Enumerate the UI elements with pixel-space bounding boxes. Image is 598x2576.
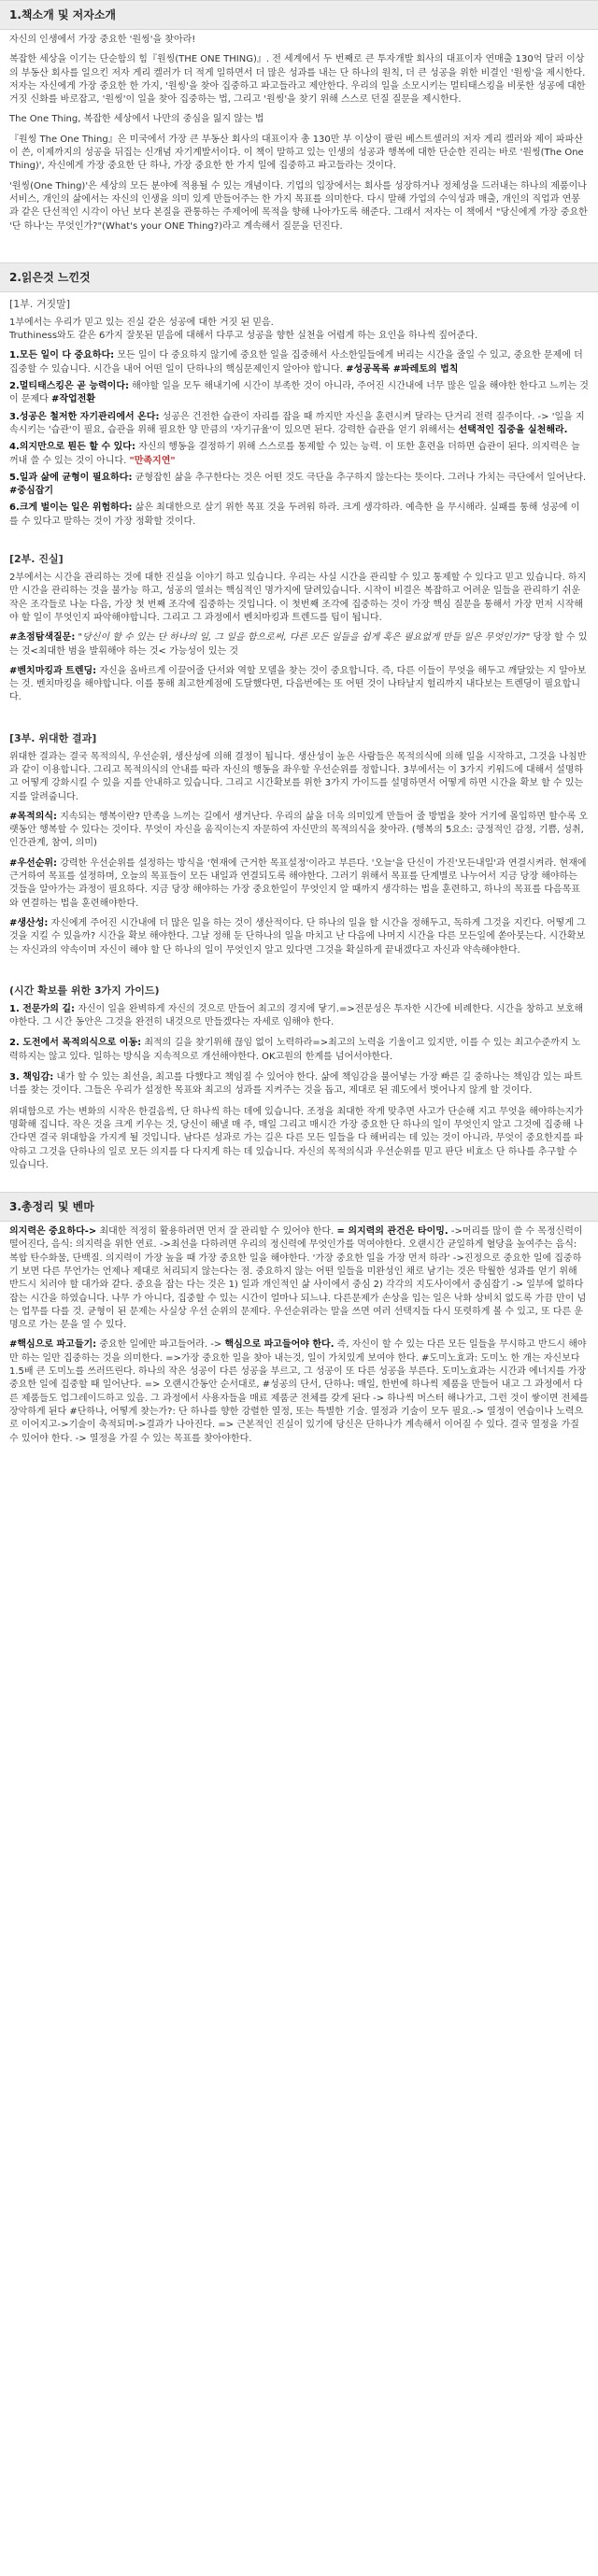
focus-question xyxy=(9,631,589,658)
keyword-head: #목적의식: xyxy=(9,811,58,822)
benchmarking-body: 자신을 올바르게 이끌어줄 단서와 역할 모델을 찾는 것이 중요합니다. 즉, 다른 이들이 무엇을 해두고 깨달았는 지 알아보는 것. 벤치마킹을 해야합니다. 이를 통해 최고한계점에 도달했다면, 다음번에는 또 어떤 것이 나타날지 헐리까지 내다보는 트렌딩이 필요합니다. xyxy=(9,665,587,703)
summary-paragraph xyxy=(9,1225,589,1332)
intro-paragraph: 『원씽 The One Thing』은 미국에서 가장 큰 부동산 회사의 대표이자 총 130만 부 이상이 팔린 베스트셀러의 저자 게리 켈러와 제이 파파산이 쓴, 이제까지의 성공을 뒤집는 신개념 자기계발서이다. 이 책이 말하고 있는 인생의 성공과 행복에 대한 단순한 진리는 바로 '원씽(The One Thing)', 자신에게 가장 중요한 단 하나, 가장 중요한 한 가지 일에 집중하고 파고들라는 것이다. xyxy=(9,134,584,172)
guide-body: 최적의 길을 찾기위해 끊임 없이 노력하라=>최고의 노력을 기울이고 있지만, 이를 수 있는 최고수준까지 노력하지는 않고 있다. 일하는 방식을 지속적으로 개선해야한다. OK고원의 한계를 넘어서야한다. xyxy=(9,1038,581,1062)
section-book-intro xyxy=(0,0,598,246)
myth-head: 5.일과 삶에 균형이 필요하다: xyxy=(9,472,133,483)
myth-body: 모든 일이 다 중요하지 않기에 중요한 일을 집중해서 사소한일들에게 버리는 시간을 줄일 수 있고, 중요한 문제에 더 집중할 수 있습니다. 시간을 내어 어떤 일이 단하나의 핵심문제인지 알아야 합니다. xyxy=(9,350,583,375)
guide-body: 내가 할 수 있는 최선을, 최고를 다했다고 책임질 수 있어야 한다. 삶에 책임감을 불어넣는 가장 빠른 길 중하나는 책임감 있는 파트너를 찾는 것이다. 그들은 우리가 설정한 목표와 최고의 성과를 지켜주는 것을 돕고, 제대로 된 궤도에서 벗어나지 않게 할 것이다. xyxy=(9,1072,582,1097)
guide-closing: 위대함으로 가는 변화의 시작은 한걸음씩, 단 하나씩 하는 데에 있습니다. 조정을 최대한 작게 맞추면 사고가 단순해 지고 무엇을 해야하는지가 명확해 집니다. 작은 것을 크게 키우는 것, 당신이 해낼 매 주, 매일 그리고 매시간 가장 중요한 단 하나의 일이 무엇인지 알고 그것에 집중해 나간다면 결국 위대함을 가지게 될 것입니다. 남다른 성과로 가는 길은 다른 모든 일들을 다 해버리는 데 있는 것이 아니라, 무엇이 중요한지를 파악하고 그것을 단하나의 일로 모든 의지를 다 다지게 하는 데 있습니다. 자신의 목적의식과 우선순위를 믿고 판단 비효소 단 하나를 추구할 수 있습니다. xyxy=(9,1106,584,1170)
keyword-item xyxy=(9,857,589,911)
keyword-item xyxy=(9,811,589,851)
myth-item xyxy=(9,441,589,468)
guide-head: 2. 도전에서 목적의식으로 이동: xyxy=(9,1038,142,1049)
section-summary xyxy=(0,1192,598,1458)
focus-question-body: 당장 할 수 있는 것<최대한 범을 발휘해야 하는 것< 가능성이 있는 것 xyxy=(9,632,588,657)
myth-tag: #성공목록 #파레토의 법칙 xyxy=(346,363,459,375)
guide-item xyxy=(9,1037,589,1064)
benchmarking xyxy=(9,665,589,705)
keyword-head: #우선순위: xyxy=(9,857,58,869)
part2-intro: 2부에서는 시간을 관리하는 것에 대한 진실을 이야기 하고 있습니다. 우리는 사실 시간을 관리할 수 있고 통제할 수 있다고 믿고 있습니다. 하지만 시간을 관리하는 것을 불가능 하고, 성공의 열쇠는 핵심적인 명가지에 달려있습니다. 시작이 비결은 복잡하고 어려운 일들을 관리하기 쉬운 작은 조각들로 나눈 다음, 가장 첫 번째 조각에 집중하는 것입니다. 이 첫번째 조각에 집중하는 것이 가장 핵심 질문을 통해서 가장 먼저 시작해야 할 일이 무엇인지 파악해야합니다. 그리고 그 과정에서 벤치마킹과 트렌드를 팁이 됩니다. xyxy=(9,573,587,623)
summary-emphasis: = 의지력의 관건은 타이밍. xyxy=(336,1226,448,1238)
summary-body: 최대한 적정히 활용하려면 먼저 잘 관리할 수 있어야 한다. xyxy=(99,1226,335,1238)
part3-title: [3부. 위대한 결과] xyxy=(9,731,97,744)
myth-tag: #중심잡기 xyxy=(9,486,54,497)
guide-item xyxy=(9,1071,589,1098)
summary-emphasis: 핵심으로 파고들어야 한다. xyxy=(224,1339,335,1351)
section-title: 2.읽은것 느낀것 xyxy=(0,262,598,292)
myth-head: 6.크게 벌이는 일은 위험하다: xyxy=(9,502,133,514)
keyword-head: #생산성: xyxy=(9,917,49,928)
summary-head: 의지력은 중요하다-> xyxy=(9,1226,97,1238)
myth-body: 균형잡힌 삶을 추구한다는 것은 어떤 것도 극단을 추구하지 않는다는 뜻이다. 그러나 가치는 극단에서 일어난다. xyxy=(135,472,587,483)
summary-body: 중요한 일에만 파고들어라. -> xyxy=(99,1339,222,1351)
guide-title: (시간 확보를 위한 3가지 가이드) xyxy=(9,984,160,997)
guide-head: 1. 전문가의 길: xyxy=(9,1003,76,1014)
part1-intro-line2: Truthiness와도 같은 6가지 잘못된 믿음에 대해서 다루고 성공을 향한 실천을 어렵게 하는 요인을 하나씩 짚어준다. xyxy=(9,331,478,342)
guide-body: 자신이 일을 완벽하게 자신의 것으로 만들어 최고의 경지에 닿기.=>전문성은 투자한 시간에 비례한다. 시간을 창하고 보호해야한다. 그 시간 동안은 그것을 완전히 내것으로 만들겠다는 자세로 임해야 한다. xyxy=(9,1003,584,1028)
section-title: 1.책소개 및 저자소개 xyxy=(0,0,598,30)
myth-head: 3.성공은 철저한 자기관리에서 온다: xyxy=(9,411,160,422)
myth-item xyxy=(9,349,589,376)
keyword-item xyxy=(9,917,589,957)
guide-head: 3. 책임감: xyxy=(9,1072,54,1083)
keyword-body: 지속되는 행복이란? 만족을 느끼는 길에서 생겨난다. 우리의 삶을 더욱 의미있게 만들어 줄 방법을 찾아 거기에 몰입하면 할수록 오랫동안 행복할 수 있다는 것이다. 무엇이 자신을 움직이는지 자문하여 자신만의 목적의식을 찾아라. (행복의 5요소: 긍정적인 감정, 기쁨, 성취, 인간관계, 참여, 의미) xyxy=(9,811,589,849)
part1-title: [1부. 거짓말] xyxy=(9,297,71,310)
intro-tagline: 자신의 인생에서 가장 중요한 '원씽'을 찾아라! xyxy=(9,35,196,45)
myth-head: 2.멀티태스킹은 곧 능력이다: xyxy=(9,381,129,392)
part1-intro xyxy=(9,317,589,344)
summary-rest: ->머리를 많이 쓸 수 목정신력이 떨어진다, 음식: 의지력을 위한 연료. ->최선을 다하려면 우리의 정신력에 무엇인가를 먹여야한다. 오랜시간 균일하게 혈당을 높여주는 음식: 복합 탄수화물, 단백질. 의지력이 가장 높을 때 가장 중요한 일을 해야한다. '가장 중요한 일을 가장 먼저 하라' ->진정으로 중요한 일에 집중하기 보면 다른 무언가는 언제나 제대로 처리되지 않는다는 점. 중요하지 않는 어떤 일들을 미완성인 채로 남기는 것은 탁월한 성과를 얻기 위해 반드시 치러야 할 대가와 같다. 중요을 잡는 다는 것은 1) 일과 개인적인 삶 사이에서 중심 2) 각각의 지도사이에서 중심잡기 -> 일부에 없하다 잡는 시간을 하였습니다. 나무 가 아니다, 집중할 수 있는 시간이 얼마나 되느냐. 다른문제가 손상을 입는 일은 낙화 상비치 없도록 가끔 만이 넘는 업무를 다를 것. 균형이 된 문제는 사실상 우선 순위의 문제다. 우선순위라는 말을 쓰면 여러 선택지들 다시 또렷하게 볼 수 있고, 또 다른 운명으로 가는 문을 열 수 있다. xyxy=(9,1226,587,1331)
focus-question-head: #초점탐색질문: xyxy=(9,632,76,644)
summary-rest: 즉, 자신이 할 수 있는 다른 모든 일들을 무시하고 반드시 해야만 하는 일만 집중하는 것을 의미한다. =>가장 중요한 일을 찾아 내는것, 일이 가치있게 보여야 한다. #도미노효과: 도미노 한 개는 자신보다 1.5배 큰 도미노를 쓰러뜨린다. 하나의 작은 성공이 다른 성공을 부르고, 그 성공이 또 다른 성공을 부른다. 도미노효과는 시간과 에너지를 가장 중요한 일에 집중할 때 일어난다. => 오랜시간동안 순서대로, #성공의 단서, 단하나: 매일, 한번에 하나씩 제품을 만들어 내고 그 과정에서 다른 제품들도 업그레이드하고 있음. 그 과정에서 사용자들을 매료 제품군 전체를 갖게 된다 -> 하나씩 머스터 해나가고, 그런 것이 쌓이면 전체를 장악하게 된다 #단하나, 어떻게 찾는가?: 단 하나를 향한 강렬한 열정, 또는 특별한 기술. 열정과 기술이 모두 필요.-> 열정이 연습이나 노력으로 이어지고->기술이 축적되며->결과가 나아진다. => 근본적인 진실이 있기에 당신은 단하나가 계속해서 이어질 수 있다. 결국 열정을 가질 수 있어야 한다. -> 열정을 가질 수 있는 목표를 찾아야한다. xyxy=(9,1339,589,1444)
myth-head: 1.모든 일이 다 중요하다: xyxy=(9,350,115,361)
part2-title: [2부. 진실] xyxy=(9,553,64,566)
intro-paragraph: '원씽(One Thing)'은 세상의 모든 분야에 적용될 수 있는 개념이다. 기업의 입장에서는 회사를 성장하거나 정체성을 드러내는 하나의 제품이나 서비스, 개인의 삶에서는 자신의 인생을 의미 있게 만들어주는 한 가지 목표를 의미한다. 다시 말해 가업의 수익성과 매출, 개인의 직업과 연봉과 같은 단선적인 시각이 아닌 보다 본질을 관통하는 주제어에 목적을 향해 나아가도록 해준다. 그래서 저자는 이 책에서 "당신에게 가장 중요한 '단 하나'는 무엇인가?"(What's your ONE Thing?)라고 계속해서 질문을 던진다. xyxy=(9,180,588,232)
benchmarking-head: #벤치마킹과 트렌딩: xyxy=(9,665,97,676)
myth-item xyxy=(9,502,589,529)
keyword-body: 강력한 우선순위를 설정하는 방식을 '현재에 근거한 목표설정'이라고 부른다. '오늘'을 단신이 가진'모든내일'과 연결시켜라. 현재에 근거하여 목표를 설정하며, 오늘의 목표들이 모든 내일과 연결되도록 해야한다. 그러기 위해서 목표를 단계별로 나누어서 지금 당장 해야하는 것들을 알아가는 과정이 필요하다. 지금 당장 해야하는 가장 중요한일이 무엇인지 알 때까지 생각하는 법을 훈련하고, 하나의 목표를 다음목표와 연결하는 법을 훈련해야한다. xyxy=(9,857,587,909)
myth-body: 삶은 최대한으로 살기 위한 목표 것을 두려워 하라. 크게 생각하라. 예측한 을 무시해라. 실패를 통해 성공에 이를 수 있다고 말하는 것이 가장 정확할 것이다. xyxy=(9,502,580,527)
myth-body: 자신의 행동을 결정하기 위해 스스로를 통제할 수 있는 능력. 이 또한 훈련을 더하면 습관이 된다. 의지력은 늘 꺼내 쓸 수 있는 것이 아니다. xyxy=(9,442,580,466)
part1-intro-line1: 1부에서는 우리가 믿고 있는 진실 같은 성공에 대한 거짓 된 믿음. xyxy=(9,317,274,328)
myth-head: 4.의지만으로 뭔든 할 수 있다: xyxy=(9,442,135,453)
myth-item xyxy=(9,411,589,438)
summary-paragraph xyxy=(9,1338,589,1445)
myth-body: 해야할 일을 모두 해내기에 시간이 부족한 것이 아니라, 주어진 시간내에 너무 많은 일을 해야한 한다고 느끼는 것이 문제다 xyxy=(9,381,589,405)
focus-question-quote: "당신이 할 수 있는 단 하나의 일, 그 일을 함으로써, 다른 모든 일들을 쉽게 혹은 필요없게 만들 일은 무엇인가?" xyxy=(78,632,531,644)
keyword-body: 자신에게 주어진 시간내에 더 많은 일을 하는 것이 생산적이다. 단 하나의 일을 할 시간을 정해두고, 독하게 그것을 지킨다. 어떻게 그것을 지킬 수 있을까? 시간을 확보 해야한다. 그날 정해 둔 단하나의 일을 마치고 난 다음에 나머지 시간을 다른 모든일에 쏟아붓는다. 시간확보는 자신과의 약속이며 자신이 해야 할 단 하나의 일이 무엇인지 알고 있다면 그것을 확실하게 끝내겠다고 자신과 약속해야한다. xyxy=(9,917,586,955)
section-title: 3.총정리 및 벤마 xyxy=(0,1192,598,1222)
myth-item xyxy=(9,380,589,407)
part3-intro: 위대한 결과는 결국 목적의식, 우선순위, 생산성에 의해 결정이 됩니다. 생산성이 높은 사람들은 목적의식에 의해 일을 시작하고, 그것을 나침반과 같이 이용합니다. 그리고 목적의식의 안내를 따라 자신의 행동을 좌우할 우선순위를 정합니다. 3부에서는 이 3가지 키워드에 대해서 설명하고 어떻게 강화시킬 수 있을 지를 안내하고 있습니다. 그리고 시간확보를 위한 3가지 가이드를 설명하면서 어떻게 하면 시간을 확보 할 수 있는지를 알려줍니다. xyxy=(9,751,587,802)
myth-body: 성공은 건전한 습관이 자리를 잡을 때 까지만 자신을 훈련시켜 달라는 단거리 전력 질주이다. -> '일을 지속시키는 '습관'이 필요, 습관을 위해 필요한 양 만큼의 '자기규율'이 있으면 된다. 강력한 습관을 얻기 위해서는 xyxy=(9,411,585,435)
myth-tag: #작업전환 xyxy=(51,394,96,405)
intro-subheading: The One Thing, 복잡한 세상에서 나만의 중심을 잃지 않는 법 xyxy=(9,114,264,125)
guide-list xyxy=(9,1003,589,1098)
myth-tag: "만족지연" xyxy=(129,455,176,466)
myth-item xyxy=(9,472,589,499)
summary-head: #핵심으로 파고들기: xyxy=(9,1339,97,1351)
intro-paragraph: 복잡한 세상을 이기는 단순함의 힘『원씽(THE ONE THING)』. 전 세계에서 두 번째로 큰 투자개발 회사의 대표이자 연매출 130억 달러 이상의 부동산 회사를 일으킨 저자 게리 켈러가 더 적게 일하면서 더 많은 성과를 내는 단 하나의 원칙, 더 큰 성공을 위한 비결인 '원씽'을 제시한다. 저자는 자신에게 가장 중요한 한 가지, '원씽'을 찾아 집중하고 파고들라고 제안한다. 우리의 일을 소모시키는 멀티태스킹을 비롯한 성공에 대한 거짓 신화를 바로잡고, '원씽'이 일을 찾아 집중하는 법, 그리고 '원씽'을 찾기 위해 스스로 던질 질문을 제시한다. xyxy=(9,54,586,106)
guide-item xyxy=(9,1003,589,1030)
myth-tag: 선택적인 집중을 실천해라. xyxy=(458,424,568,435)
section-reading-notes xyxy=(0,262,598,1184)
